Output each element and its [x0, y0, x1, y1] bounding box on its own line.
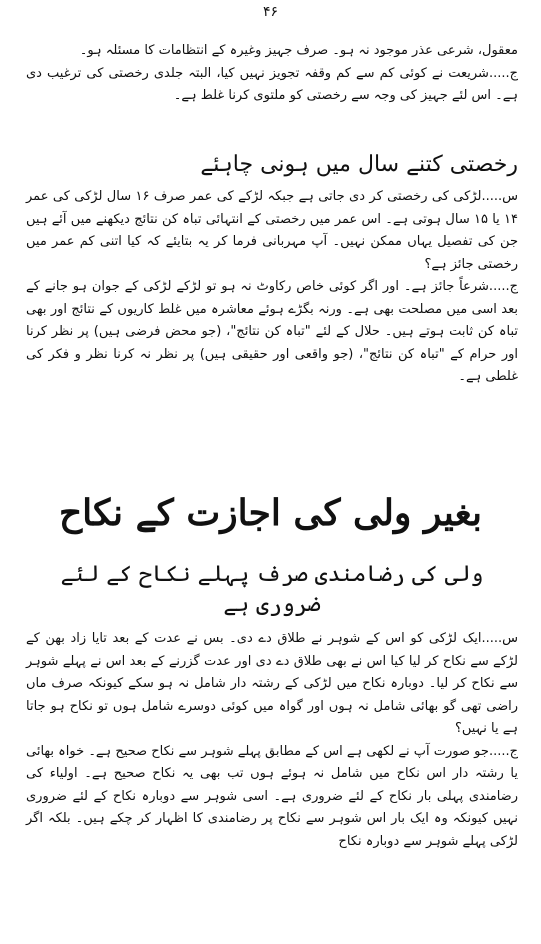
- paragraph-question-nikah: س.....ایک لڑکی کو اس کے شوہر نے طلاق دے دی۔ بس نے عدت کے بعد تایا زاد بھن کے لڑکے سے نکاح کر لیا کیا اس نے بھی طلاق دے دی اور عدت گزرنے کے بعد اس نے پہلے شوہر سے نکاح کر لیا۔ دوبارہ نکاح میں لڑکی کے رشتہ دار شامل نہ ہو سکے کیونکہ صرف ماں راضی تھی گو بھائی شامل نہ ہوں اور گواہ میں کوئی دوسرے شامل ہوں تو نکاح ہو جاتا ہے یا نہیں؟: [26, 631, 518, 736]
- section-wali: [26, 560, 518, 853]
- paragraph-1: معقول، شرعی عذر موجود نہ ہو۔ صرف جہیز وغیرہ کے انتظامات کا مسئلہ ہو۔: [79, 43, 518, 58]
- paragraph-answer-age: ج.....شرعاً جائز ہے۔ اور اگر کوئی خاص رکاوٹ نہ ہو تو لڑکے لڑکی کے جوان ہو جانے کے بعد اسی میں مصلحت بھی ہے۔ ورنہ بگڑے ہوئے معاشرہ میں غلط کاریوں کے نتائج اور بھی تباہ کن ثابت ہوتے ہیں۔ حلال کے لئے "تباہ کن نتائج"، (جو محض فرضی ہیں) پر نظر کرنا اور حرام کے "تباہ کن نتائج"، (جو واقعی اور حقیقی ہیں) پر نظر نہ کرنا نظر و فکر کی غلطی ہے۔: [26, 279, 518, 384]
- paragraph-answer-nikah: ج.....جو صورت آپ نے لکھی ہے اس کے مطابق پہلے شوہر سے نکاح صحیح ہے۔ خواہ بھائی یا رشتہ دار اس نکاح میں شامل نہ ہوئے ہوں تب بھی یہ نکاح صحیح ہے۔ اولیاء کی رضامندی پہلی بار نکاح کے لئے ضروری ہے۔ اسی شوہر سے دوبارہ نکاح کے لئے ضروری نہیں کیونکہ وہ ایک بار اس شوہر سے نکاح پر رضامندی کا اظہار کر چکے ہیں۔ بلکہ اگر لڑکی پہلے شوہر سے دوبارہ نکاح: [26, 743, 518, 849]
- section-rukhsati: [26, 150, 518, 389]
- heading-wali-consent: ولی کی رضامندی صرف پہلے نکاح کے لئے ضروری ہے: [60, 562, 484, 617]
- page-number: ۴۶: [262, 4, 279, 20]
- chapter-title: بغیر ولی کی اجازت کے نکاح: [58, 492, 483, 534]
- heading-rukhsati: رخصتی کتنے سال میں ہونی چاہئے: [200, 152, 518, 177]
- section-top: [26, 40, 518, 108]
- paragraph-2: ج.....شریعت نے کوئی کم سے کم وقفہ تجویز نہیں کیا، البتہ جلدی رخصتی کی ترغیب دی ہے۔ اس لئے جہیز کی وجہ سے رخصتی کو ملتوی کرنا غلط ہے۔: [26, 65, 518, 103]
- paragraph-question-age: س.....لڑکی کی رخصتی کر دی جاتی ہے جبکہ لڑکے کی عمر صرف ۱۶ سال لڑکی کی عمر ۱۴ یا ۱۵ سال ہوتی ہے۔ اس عمر میں رخصتی کے انتہائی تباہ کن نتائج دیکھنے میں آئے ہیں جن کی تفصیل یہاں ممکن نہیں۔ آپ مہربانی فرما کر یہ بتایئے کہ کیا اتنی کم عمر میں رخصتی جائز ہے؟: [26, 189, 519, 272]
